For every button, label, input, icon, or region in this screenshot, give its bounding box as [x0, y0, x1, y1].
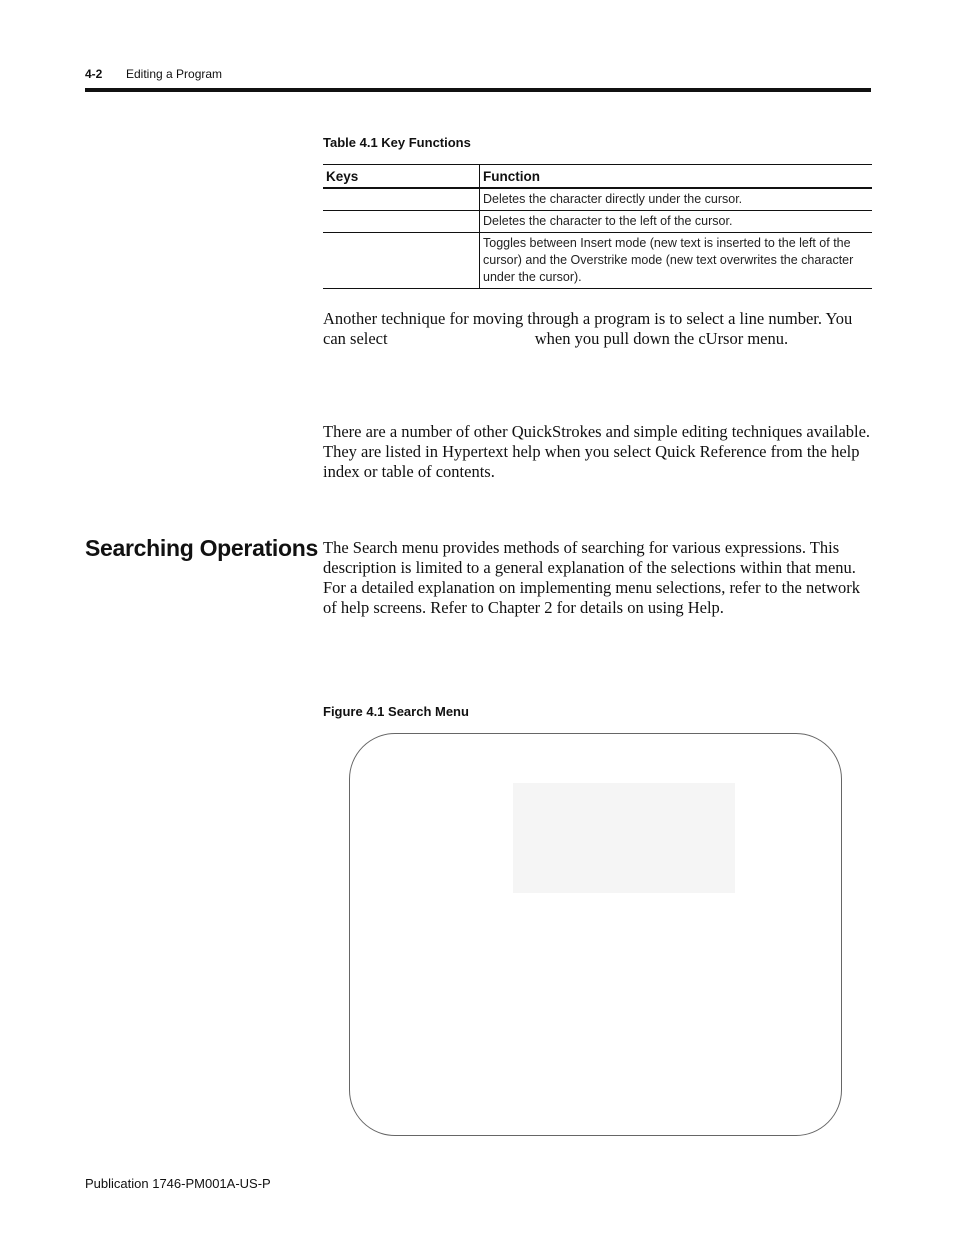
section-heading: Searching Operations — [85, 535, 319, 561]
column-header-keys: Keys — [323, 165, 480, 189]
function-cell: Deletes the character to the left of the cursor. — [480, 211, 873, 233]
key-cell — [323, 188, 480, 211]
line-number-text-before: Another technique for moving through a program is to select a line number. You can select — [323, 309, 853, 348]
line-number-text-after: when you pull down the cUrsor menu. — [534, 329, 789, 348]
key-functions-table — [323, 164, 872, 289]
table-row — [323, 233, 872, 289]
quickstrokes-paragraph: There are a number of other QuickStrokes and simple editing techniques available. They are listed in Hypertext help when you select Quick Reference from the help index or table of contents. — [323, 422, 871, 481]
publication-footer: Publication 1746-PM001A-US-P — [85, 1176, 271, 1191]
key-cell — [323, 211, 480, 233]
figure-caption: Figure 4.1 Search Menu — [323, 704, 469, 719]
header-rule — [85, 88, 871, 92]
table-header-row — [323, 165, 872, 189]
table-row — [323, 188, 872, 211]
table-row — [323, 211, 872, 233]
line-number-paragraph — [323, 309, 873, 349]
search-menu-panel — [513, 783, 735, 893]
function-cell: Deletes the character directly under the cursor. — [480, 188, 873, 211]
table-caption: Table 4.1 Key Functions — [323, 135, 471, 150]
column-header-function: Function — [480, 165, 873, 189]
function-cell: Toggles between Insert mode (new text is inserted to the left of the cursor) and the Overstrike mode (new text overwrites the character under the cursor). — [480, 233, 873, 289]
key-cell — [323, 233, 480, 289]
page-number: 4-2 — [85, 67, 103, 81]
search-menu-paragraph: The Search menu provides methods of searching for various expressions. This description is limited to a general explanation of the selections within that menu. For a detailed explanation on implementing menu selections, refer to the network of help screens. Refer to Chapter 2 for details on using Help. — [323, 538, 861, 617]
chapter-title: Editing a Program — [126, 67, 223, 81]
